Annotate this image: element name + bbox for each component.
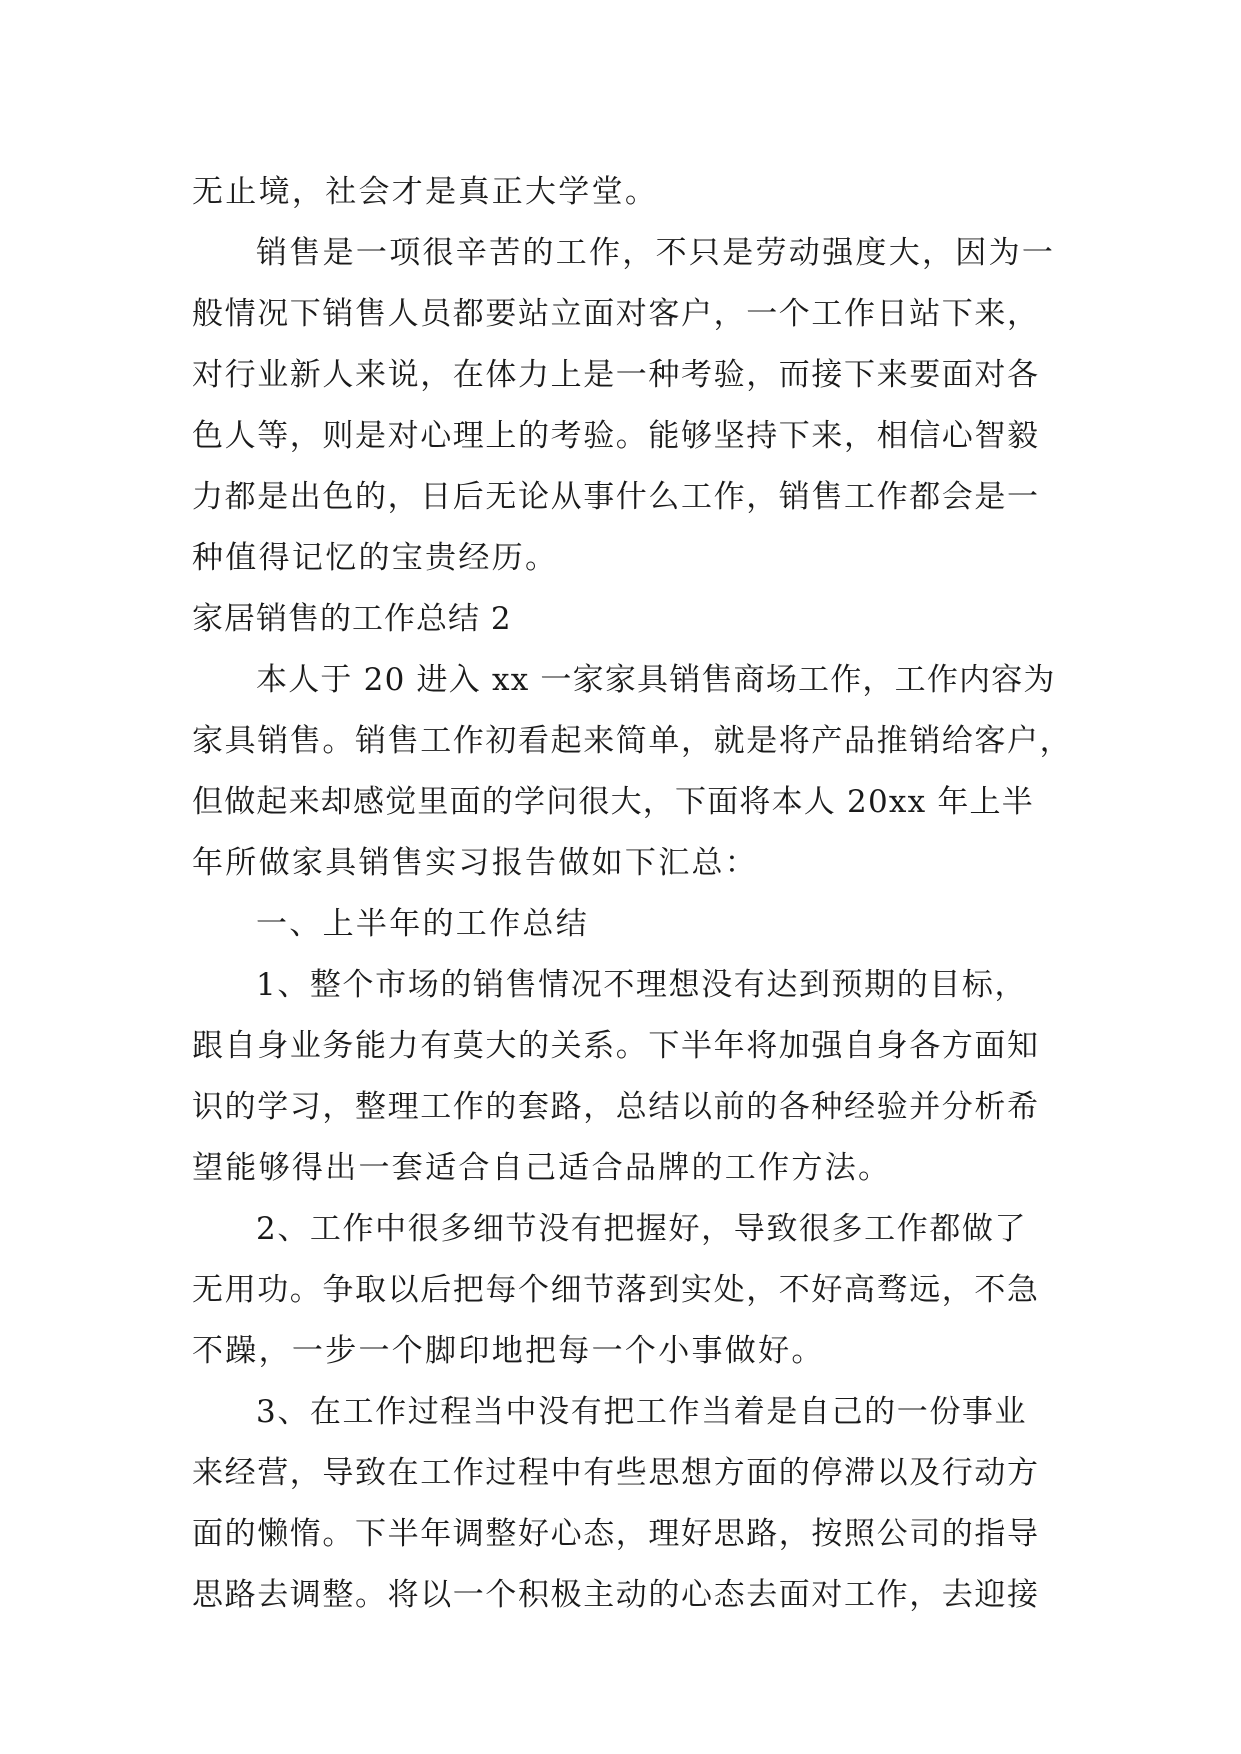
text-line: 本人于 20 进入 xx 一家家具销售商场工作，工作内容为 bbox=[256, 662, 1056, 698]
document-body bbox=[192, 162, 1073, 1626]
text-line: 年所做家具销售实习报告做如下汇总： bbox=[192, 845, 759, 881]
text-line: 思路去调整。将以一个积极主动的心态去面对工作，去迎接 bbox=[192, 1577, 1040, 1613]
text-line: 不躁，一步一个脚印地把每一个小事做好。 bbox=[192, 1333, 825, 1369]
text-line: 无用功。争取以后把每个细节落到实处，不好高骛远，不急 bbox=[192, 1272, 1040, 1308]
text-line: 望能够得出一套适合自己适合品牌的工作方法。 bbox=[192, 1150, 892, 1186]
text-line: 但做起来却感觉里面的学问很大，下面将本人 20xx 年上半 bbox=[192, 784, 1034, 820]
text-line: 色人等，则是对心理上的考验。能够坚持下来，相信心智毅 bbox=[192, 418, 1040, 454]
text-line: 面的懒惰。下半年调整好心态，理好思路，按照公司的指导 bbox=[192, 1516, 1040, 1552]
text-line: 1、整个市场的销售情况不理想没有达到预期的目标， bbox=[256, 967, 1028, 1003]
text-line: 力都是出色的，日后无论从事什么工作，销售工作都会是一 bbox=[192, 479, 1040, 515]
text-line: 来经营，导致在工作过程中有些思想方面的停滞以及行动方 bbox=[192, 1455, 1040, 1491]
text-line: 种值得记忆的宝贵经历。 bbox=[192, 540, 559, 576]
text-line: 对行业新人来说，在体力上是一种考验，而接下来要面对各 bbox=[192, 357, 1040, 393]
text-line: 家具销售。销售工作初看起来简单，就是将产品推销给客户， bbox=[192, 723, 1073, 759]
text-line: 无止境，社会才是真正大学堂。 bbox=[192, 174, 659, 210]
text-line: 般情况下销售人员都要站立面对客户，一个工作日站下来， bbox=[192, 296, 1040, 332]
text-line: 识的学习，整理工作的套路，总结以前的各种经验并分析希 bbox=[192, 1089, 1040, 1125]
text-line: 销售是一项很辛苦的工作，不只是劳动强度大，因为一 bbox=[256, 235, 1056, 271]
text-line: 跟自身业务能力有莫大的关系。下半年将加强自身各方面知 bbox=[192, 1028, 1040, 1064]
text-line: 3、在工作过程当中没有把工作当着是自己的一份事业 bbox=[256, 1394, 1028, 1430]
text-line: 2、工作中很多细节没有把握好，导致很多工作都做了 bbox=[256, 1211, 1028, 1247]
section-heading: 家居销售的工作总结 2 bbox=[192, 601, 512, 637]
subheading: 一、上半年的工作总结 bbox=[256, 906, 589, 942]
